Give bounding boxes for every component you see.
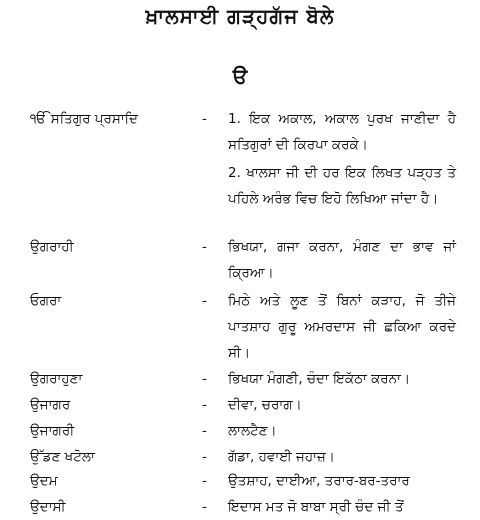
- section-letter: ੳ: [232, 64, 248, 88]
- entry-term: ਉਦਾਸੀ: [30, 499, 66, 515]
- entry-meaning: [228, 106, 456, 212]
- entry-dash: -: [202, 397, 207, 413]
- entry-term: ੴ ਸਤਿਗੁਰ ਪ੍ਰਸਾਦਿ: [30, 111, 138, 127]
- entry-term: ਉਜਾਗਰੀ: [30, 423, 75, 439]
- entry-dash: -: [202, 499, 207, 515]
- entry-meaning: ਲਾਲਟੈਣ।: [228, 423, 277, 439]
- entry-dash: -: [202, 111, 207, 127]
- entry-meaning: ਉਤਸ਼ਾਹ, ਦਾਈਆ, ਤਰਾਰ-ਬਰ-ਤਰਾਰ: [228, 473, 410, 489]
- entry-meaning-part-2: 2. ਖਾਲਸਾ ਜੀ ਦੀ ਹਰ ਇਕ ਲਿਖਤ ਪੜ੍ਹਤ ਤੇ ਪਹਿਲੇ ਅਰੰਭ ਵਿਚ ਇਹੋ ਲਿਖਿਆ ਜਾਂਦਾ ਹੈ।: [228, 165, 456, 207]
- entry-term: ਉਦਮ: [30, 473, 58, 489]
- entry-meaning: ਦੀਵਾ, ਚਰਾਗ।: [228, 397, 302, 413]
- entry-meaning: ਮਿਠੇ ਅਤੇ ਲੂਣ ਤੋਂ ਬਿਨਾਂ ਕੜਾਹ, ਜੋ ਤੀਜੇ ਪਾਤਸ਼ਾਹ ਗੁਰੂ ਅਮਰਦਾਸ ਜੀ ਛਕਿਆ ਕਰਦੇ ਸੀ।: [228, 293, 456, 361]
- page-title: ਖ਼ਾਲਸਾਈ ਗੜ੍ਹਗੱਜ ਬੋਲੇ: [145, 4, 335, 28]
- entry-dash: -: [202, 293, 207, 309]
- entry-meaning: ਭਿਖਯਾ, ਗਜਾ ਕਰਨਾ, ਮੰਗਣ ਦਾ ਭਾਵ ਜਾਂ ਕ੍ਰਿਆ।: [228, 239, 456, 281]
- entry-dash: -: [202, 473, 207, 489]
- entry-dash: -: [202, 423, 207, 439]
- entry-dash: -: [202, 449, 207, 465]
- entry-meaning: ਭਿਖਯਾ ਮੰਗਣੀ, ਚੰਦਾ ਇਕੱਠਾ ਕਰਨਾ।: [228, 371, 411, 387]
- entry-meaning-part-1: 1. ਇਕ ਅਕਾਲ, ਅਕਾਲ ਪੁਰਖ ਜਾਣੀਦਾ ਹੈ ਸਤਿਗੁਰਾਂ ਦੀ ਕਿਰਪਾ ਕਰਕੇ।: [228, 111, 456, 153]
- entry-dash: -: [202, 239, 207, 255]
- entry-term: ਉਗਰਾਹੁਣਾ: [30, 371, 83, 387]
- entry-dash: -: [202, 371, 207, 387]
- entry-meaning: ਗੱਡਾ, ਹਵਾਈ ਜਹਾਜ਼।: [228, 449, 335, 465]
- entry-term: ਉੱਡਣ ਖਟੋਲਾ: [30, 449, 95, 465]
- entry-term: ਓਗਰਾ: [30, 293, 62, 309]
- entry-term: ਉਗਰਾਹੀ: [30, 239, 74, 255]
- entry-term: ਉਜਾਗਰ: [30, 397, 71, 413]
- entry-meaning: ਇਦਾਸ ਮਤ ਜੋ ਬਾਬਾ ਸ੍ਰੀ ਚੰਦ ਜੀ ਤੋਂ: [228, 499, 404, 515]
